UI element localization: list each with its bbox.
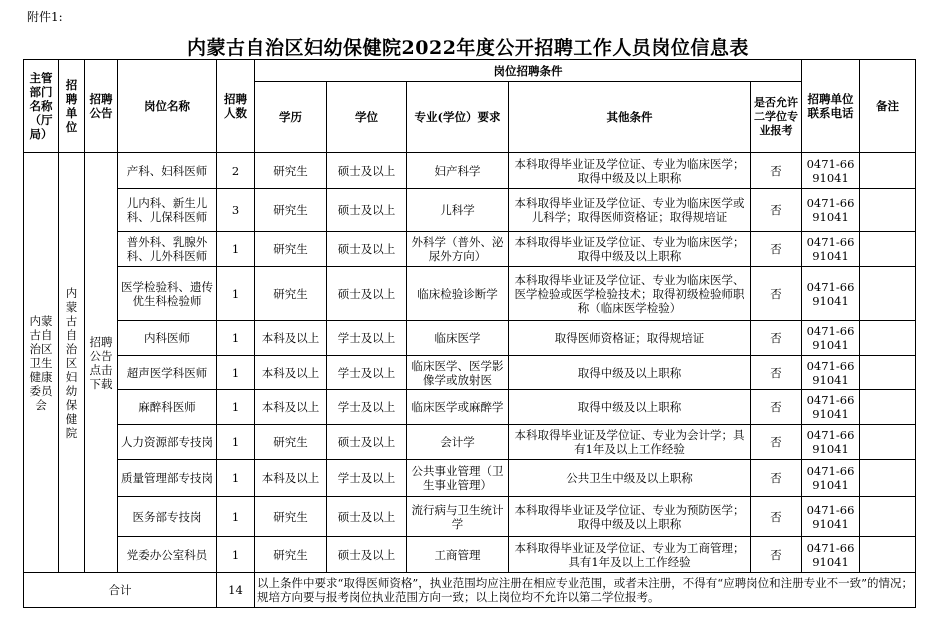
major-cell: 临床检验诊断学 <box>407 267 509 321</box>
other-cell: 本科取得毕业证及学位证、专业为临床医学；取得中级及以上职称 <box>509 232 751 267</box>
header-phone: 招聘单位联系电话 <box>802 60 860 153</box>
major-cell: 外科学（普外、泌尿外方向） <box>407 232 509 267</box>
job-table <box>23 59 916 608</box>
phone-cell: 0471-6691041 <box>802 537 860 573</box>
attachment-label: 附件1: <box>27 10 63 24</box>
education-cell: 研究生 <box>255 425 327 460</box>
header-unit: 招聘单位 <box>59 60 85 153</box>
total-count: 14 <box>217 573 255 608</box>
degree-cell: 硕士及以上 <box>327 232 407 267</box>
remark-cell <box>860 321 916 356</box>
table-row <box>24 537 916 573</box>
second-degree-cell: 否 <box>751 356 802 390</box>
count-cell: 1 <box>217 356 255 390</box>
second-degree-cell: 否 <box>751 153 802 189</box>
degree-cell: 硕士及以上 <box>327 267 407 321</box>
degree-cell: 学士及以上 <box>327 356 407 390</box>
header-conditions: 岗位招聘条件 <box>255 60 802 82</box>
phone-cell: 0471-6691041 <box>802 356 860 390</box>
position-cell: 质量管理部专技岗 <box>118 460 217 497</box>
remark-cell <box>860 189 916 232</box>
other-cell: 本科取得毕业证及学位证、专业为预防医学；取得中级及以上职称 <box>509 497 751 537</box>
count-cell: 1 <box>217 460 255 497</box>
other-cell: 本科取得毕业证及学位证、专业为临床医学；取得中级及以上职称 <box>509 153 751 189</box>
total-note: 以上条件中要求“取得医师资格”，执业范围均应注册在相应专业范围，或者未注册，不得有“应聘岗位和注册专业不一致”的情况；规培方向要与报考岗位执业范围方向一致；以上岗位均不允许以第二学位报考。 <box>255 573 916 608</box>
education-cell: 研究生 <box>255 232 327 267</box>
major-cell: 儿科学 <box>407 189 509 232</box>
remark-cell <box>860 232 916 267</box>
count-cell: 1 <box>217 497 255 537</box>
second-degree-cell: 否 <box>751 537 802 573</box>
other-cell: 取得医师资格证；取得规培证 <box>509 321 751 356</box>
count-cell: 1 <box>217 425 255 460</box>
education-cell: 本科及以上 <box>255 356 327 390</box>
header-education: 学历 <box>255 82 327 153</box>
phone-cell: 0471-6691041 <box>802 497 860 537</box>
table-row <box>24 153 916 189</box>
phone-cell: 0471-6691041 <box>802 232 860 267</box>
second-degree-cell: 否 <box>751 189 802 232</box>
other-cell: 本科取得毕业证及学位证、专业为临床医学、医学检验或医学检验技术；取得初级检验师职称（临床医学检验） <box>509 267 751 321</box>
phone-cell: 0471-6691041 <box>802 153 860 189</box>
position-cell: 超声医学科医师 <box>118 356 217 390</box>
table-row <box>24 497 916 537</box>
count-cell: 1 <box>217 537 255 573</box>
remark-cell <box>860 390 916 425</box>
second-degree-cell: 否 <box>751 425 802 460</box>
header-dept: 主管部门名称（厅局） <box>24 60 59 153</box>
position-cell: 医学检验科、遗传优生科检验师 <box>118 267 217 321</box>
header-major: 专业(学位）要求 <box>407 82 509 153</box>
table-row <box>24 460 916 497</box>
header-position: 岗位名称 <box>118 60 217 153</box>
position-cell: 儿内科、新生儿科、儿保科医师 <box>118 189 217 232</box>
count-cell: 1 <box>217 390 255 425</box>
degree-cell: 学士及以上 <box>327 321 407 356</box>
degree-cell: 学士及以上 <box>327 460 407 497</box>
position-cell: 产科、妇科医师 <box>118 153 217 189</box>
table-row <box>24 356 916 390</box>
other-cell: 本科取得毕业证及学位证、专业为会计学；具有1年及以上工作经验 <box>509 425 751 460</box>
position-cell: 内科医师 <box>118 321 217 356</box>
header-second-degree: 是否允许二学位专业报考 <box>751 82 802 153</box>
total-label: 合计 <box>24 573 217 608</box>
table-row <box>24 232 916 267</box>
count-cell: 3 <box>217 189 255 232</box>
second-degree-cell: 否 <box>751 460 802 497</box>
second-degree-cell: 否 <box>751 497 802 537</box>
remark-cell <box>860 460 916 497</box>
table-row <box>24 425 916 460</box>
education-cell: 研究生 <box>255 497 327 537</box>
major-cell: 妇产科学 <box>407 153 509 189</box>
header-remark: 备注 <box>860 60 916 153</box>
unit-cell: 内蒙古自治区妇幼保健院 <box>59 153 85 573</box>
count-cell: 1 <box>217 232 255 267</box>
notice-cell[interactable]: 招聘公告点击下载 <box>85 153 118 573</box>
header-notice: 招聘公告 <box>85 60 118 153</box>
second-degree-cell: 否 <box>751 390 802 425</box>
phone-cell: 0471-6691041 <box>802 460 860 497</box>
page-title: 内蒙古自治区妇幼保健院2022年度公开招聘工作人员岗位信息表 <box>187 37 749 59</box>
table-row <box>24 321 916 356</box>
position-cell: 普外科、乳腺外科、儿外科医师 <box>118 232 217 267</box>
count-cell: 1 <box>217 321 255 356</box>
phone-cell: 0471-6691041 <box>802 425 860 460</box>
degree-cell: 硕士及以上 <box>327 537 407 573</box>
education-cell: 本科及以上 <box>255 321 327 356</box>
dept-cell: 内蒙古自治区卫生健康委员会 <box>24 153 59 573</box>
remark-cell <box>860 497 916 537</box>
total-row <box>24 573 916 608</box>
header-count: 招聘人数 <box>217 60 255 153</box>
major-cell: 流行病与卫生统计学 <box>407 497 509 537</box>
second-degree-cell: 否 <box>751 267 802 321</box>
phone-cell: 0471-6691041 <box>802 390 860 425</box>
second-degree-cell: 否 <box>751 321 802 356</box>
position-cell: 党委办公室科员 <box>118 537 217 573</box>
degree-cell: 硕士及以上 <box>327 425 407 460</box>
remark-cell <box>860 356 916 390</box>
degree-cell: 硕士及以上 <box>327 153 407 189</box>
position-cell: 医务部专技岗 <box>118 497 217 537</box>
education-cell: 研究生 <box>255 189 327 232</box>
phone-cell: 0471-6691041 <box>802 267 860 321</box>
major-cell: 公共事业管理（卫生事业管理） <box>407 460 509 497</box>
table-row <box>24 390 916 425</box>
major-cell: 临床医学、医学影像学或放射医 <box>407 356 509 390</box>
education-cell: 本科及以上 <box>255 460 327 497</box>
remark-cell <box>860 153 916 189</box>
degree-cell: 硕士及以上 <box>327 497 407 537</box>
education-cell: 本科及以上 <box>255 390 327 425</box>
education-cell: 研究生 <box>255 153 327 189</box>
position-cell: 麻醉科医师 <box>118 390 217 425</box>
count-cell: 2 <box>217 153 255 189</box>
major-cell: 工商管理 <box>407 537 509 573</box>
table-row <box>24 267 916 321</box>
degree-cell: 硕士及以上 <box>327 189 407 232</box>
phone-cell: 0471-6691041 <box>802 189 860 232</box>
remark-cell <box>860 425 916 460</box>
count-cell: 1 <box>217 267 255 321</box>
phone-cell: 0471-6691041 <box>802 321 860 356</box>
remark-cell <box>860 267 916 321</box>
table-row <box>24 189 916 232</box>
major-cell: 临床医学或麻醉学 <box>407 390 509 425</box>
other-cell: 公共卫生中级及以上职称 <box>509 460 751 497</box>
education-cell: 研究生 <box>255 537 327 573</box>
remark-cell <box>860 537 916 573</box>
position-cell: 人力资源部专技岗 <box>118 425 217 460</box>
other-cell: 本科取得毕业证及学位证、专业为工商管理；具有1年及以上工作经验 <box>509 537 751 573</box>
major-cell: 临床医学 <box>407 321 509 356</box>
second-degree-cell: 否 <box>751 232 802 267</box>
header-other: 其他条件 <box>509 82 751 153</box>
other-cell: 本科取得毕业证及学位证、专业为临床医学或儿科学；取得医师资格证；取得规培证 <box>509 189 751 232</box>
degree-cell: 学士及以上 <box>327 390 407 425</box>
other-cell: 取得中级及以上职称 <box>509 356 751 390</box>
education-cell: 研究生 <box>255 267 327 321</box>
header-degree: 学位 <box>327 82 407 153</box>
other-cell: 取得中级及以上职称 <box>509 390 751 425</box>
major-cell: 会计学 <box>407 425 509 460</box>
